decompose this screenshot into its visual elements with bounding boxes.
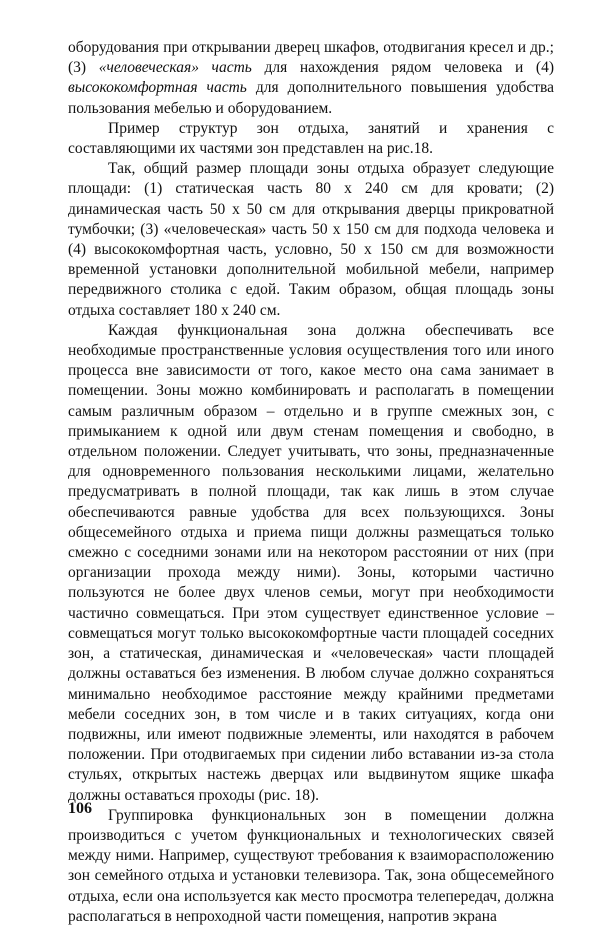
text-run: для дополнительного повышения удобства пользования мебелью и оборудованием. <box>68 79 555 117</box>
paragraph <box>68 159 554 321</box>
paragraph <box>68 321 554 806</box>
text-run: Группировка функциональных зон в помещении должна производиться с учетом функциональных и технологических связей между ними. Например, существуют требования к взаиморасположению зон семейного отдыха и установки телевизора. Так, зона общесемейного отдыха, если она используется как место просмотра телепередач, должна располагаться в непроходной части помещения, напротив экрана <box>68 806 554 925</box>
text-run: Каждая функциональная зона должна обеспечивать все необходимые пространственные условия осуществления того или иного процесса вне зависимости от того, какое место она сама занимает в помещении. Зоны можно комбинировать и располагать в помещении самым различным образом – отдельно и в группе смежных зон, с примыканием к одной или двум стенам помещения и свободно, в отдельном положении. Следует учитывать, что зоны, предназначенные для одновременного пользования несколькими лицами, желательно предусматривать в полной площади, так как лишь в этом случае обеспечиваются равные удобства для всех пользующихся. Зоны общесемейного отдыха и приема пищи должны размещаться только смежно с соседними зонами или на некотором расстоянии от них (при организации прохода между ними). Зоны, которыми частично пользуются не более двух членов семьи, могут при необходимости частично совмещаться. При этом существует единственное условие – совмещаться могут только высококомфортные части площадей соседних зон, а статическая, динамическая и «человеческая» части площадей должны оставаться без изменения. В любом случае должно сохраняться минимально необходимое расстояние между крайними предметами мебели соседних зон, в том числе и в таких ситуациях, когда они подвижны, или имеют подвижные элементы, или находятся в рабочем положении. При отодвигаемых при сидении либо вставании из-за стола стульях, открытых настежь дверцах или выдвинутом ящике шкафа должны оставаться проходы (рис. 18). <box>68 321 554 804</box>
text-run: Пример структур зон отдыха, занятий и хранения с составляющими их частями зон представлен на рис.18. <box>68 119 554 158</box>
text-run: оборудования при открывании дверец шкафов, отодвигания кресел и др.; (3) <box>68 39 554 77</box>
paragraph <box>68 806 554 927</box>
italic-term: «человеческая» часть <box>98 59 252 77</box>
paragraph <box>68 38 554 119</box>
body-text <box>68 38 554 927</box>
italic-term: высококомфортная часть <box>68 79 247 97</box>
page-number: 106 <box>68 800 92 817</box>
text-run: для нахождения рядом человека и (4) <box>251 59 555 77</box>
paragraph <box>68 119 554 159</box>
text-run: Так, общий размер площади зоны отдыха образует следующие площади: (1) статическая часть 80 х 240 см для кровати; (2) динамическая часть 50 х 50 см для открывания дверцы прикроватной тумбочки; (3) «человеческая» часть 50 х 150 см для подхода человека и (4) высококомфортная часть, условно, 50 х 150 см для возможности временной установки дополнительной мобильной мебели, например передвижного столика с едой. Таким образом, общая площадь зоны отдыха составляет 180 х 240 см. <box>68 160 554 319</box>
